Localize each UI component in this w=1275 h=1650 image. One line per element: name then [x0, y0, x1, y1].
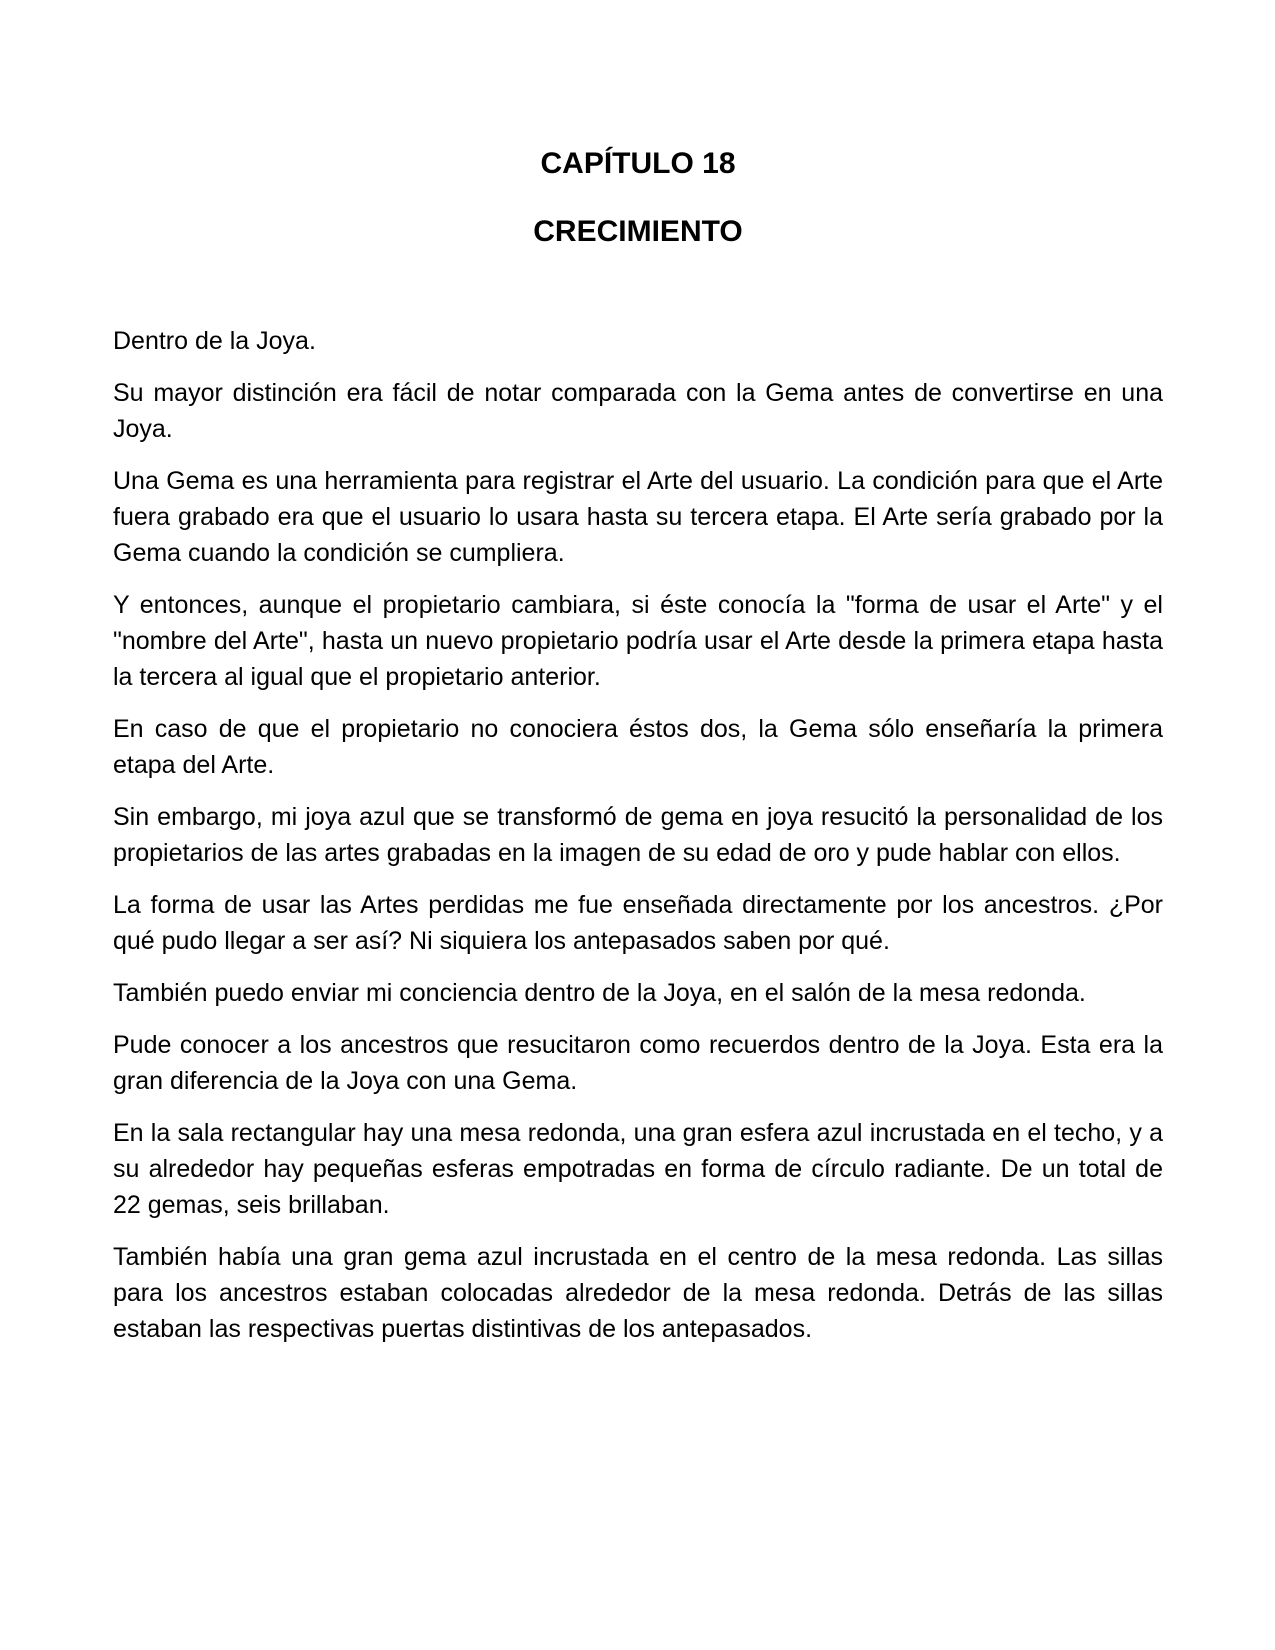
paragraph: Sin embargo, mi joya azul que se transformó de gema en joya resucitó la personalidad de los propietarios de las artes grabadas en la imagen de su edad de oro y pude hablar con ellos. — [113, 803, 1163, 867]
paragraph: En la sala rectangular hay una mesa redonda, una gran esfera azul incrustada en el techo, y a su alrededor hay pequeñas esferas empotradas en forma de círculo radiante. De un total de 22 gemas, seis brillaban. — [113, 1119, 1163, 1219]
paragraph: Pude conocer a los ancestros que resucitaron como recuerdos dentro de la Joya. Esta era la gran diferencia de la Joya con una Gema. — [113, 1031, 1163, 1095]
paragraph: Dentro de la Joya. — [113, 327, 316, 355]
chapter-body — [113, 323, 1163, 1347]
paragraph: La forma de usar las Artes perdidas me fue enseñada directamente por los ancestros. ¿Por qué pudo llegar a ser así? Ni siquiera los antepasados saben por qué. — [113, 891, 1163, 955]
paragraph: También había una gran gema azul incrustada en el centro de la mesa redonda. Las sillas para los ancestros estaban colocadas alrededor de la mesa redonda. Detrás de las sillas estaban las respectivas puertas distintivas de los antepasados. — [113, 1243, 1163, 1343]
document-page — [113, 140, 1163, 1363]
chapter-title-heading: CRECIMIENTO — [533, 215, 743, 248]
paragraph: Su mayor distinción era fácil de notar comparada con la Gema antes de convertirse en una Joya. — [113, 379, 1163, 443]
paragraph: También puedo enviar mi conciencia dentro de la Joya, en el salón de la mesa redonda. — [113, 979, 1086, 1007]
paragraph: Y entonces, aunque el propietario cambiara, si éste conocía la "forma de usar el Arte" y el "nombre del Arte", hasta un nuevo propietario podría usar el Arte desde la primera etapa hasta la tercera al igual que el propietario anterior. — [113, 591, 1163, 691]
paragraph: Una Gema es una herramienta para registrar el Arte del usuario. La condición para que el Arte fuera grabado era que el usuario lo usara hasta su tercera etapa. El Arte sería grabado por la Gema cuando la condición se cumpliera. — [113, 467, 1163, 567]
paragraph: En caso de que el propietario no conociera éstos dos, la Gema sólo enseñaría la primera etapa del Arte. — [113, 715, 1163, 779]
chapter-number-heading: CAPÍTULO 18 — [540, 147, 736, 180]
